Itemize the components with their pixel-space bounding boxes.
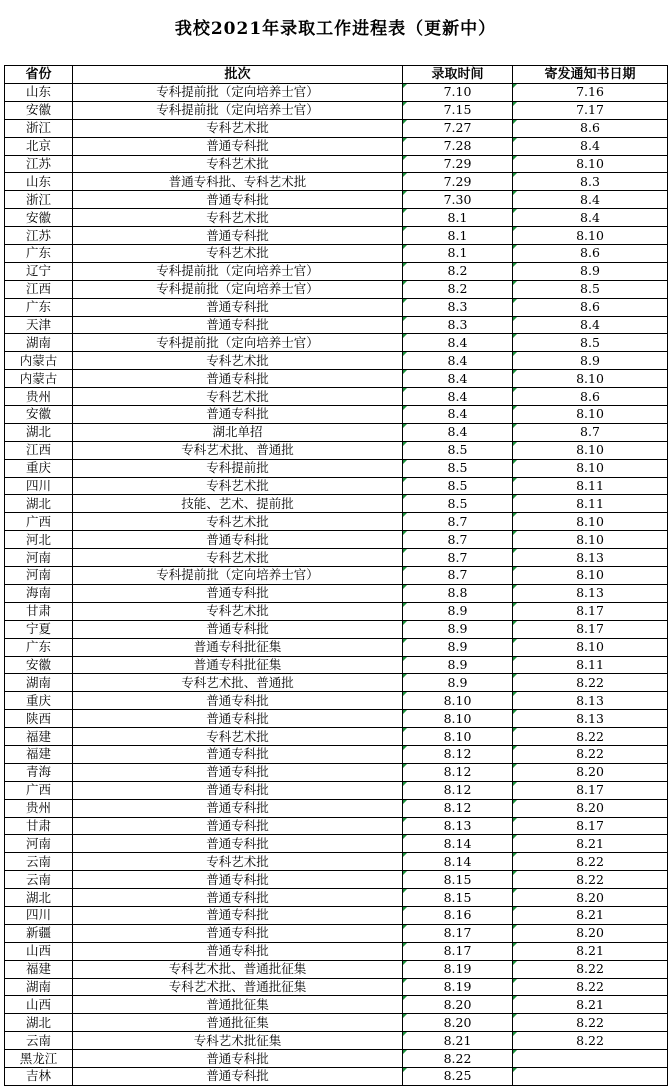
table-row <box>5 728 668 746</box>
table-row <box>5 996 668 1014</box>
table-row <box>5 584 668 602</box>
table-row <box>5 763 668 781</box>
notice-date-cell: 8.10 <box>513 513 668 531</box>
province-cell: 广西 <box>5 513 73 531</box>
notice-date-cell: 8.3 <box>513 173 668 191</box>
table-row <box>5 978 668 996</box>
admission-date-cell: 8.9 <box>403 602 513 620</box>
province-cell: 黑龙江 <box>5 1050 73 1068</box>
admission-date-cell: 8.10 <box>403 728 513 746</box>
admission-date-cell: 8.1 <box>403 227 513 245</box>
province-cell: 甘肃 <box>5 602 73 620</box>
admission-date-cell: 8.4 <box>403 423 513 441</box>
admission-date-cell: 8.9 <box>403 638 513 656</box>
admission-date-cell: 8.19 <box>403 978 513 996</box>
table-row <box>5 227 668 245</box>
admission-date-cell: 8.7 <box>403 531 513 549</box>
notice-date-cell: 8.22 <box>513 728 668 746</box>
notice-date-cell: 7.17 <box>513 101 668 119</box>
table-row <box>5 620 668 638</box>
notice-date-cell: 8.10 <box>513 531 668 549</box>
batch-cell: 普通批征集 <box>73 996 403 1014</box>
province-cell: 天津 <box>5 316 73 334</box>
notice-date-cell: 8.22 <box>513 960 668 978</box>
batch-cell: 普通专科批 <box>73 924 403 942</box>
admission-date-cell: 8.4 <box>403 370 513 388</box>
admission-date-cell: 8.19 <box>403 960 513 978</box>
batch-cell: 专科提前批（定向培养士官） <box>73 280 403 298</box>
table-row <box>5 781 668 799</box>
admission-date-cell: 8.12 <box>403 763 513 781</box>
table-row <box>5 280 668 298</box>
notice-date-cell: 8.4 <box>513 191 668 209</box>
notice-date-cell: 8.6 <box>513 388 668 406</box>
table-row <box>5 388 668 406</box>
table-row <box>5 459 668 477</box>
table-row <box>5 692 668 710</box>
province-cell: 辽宁 <box>5 262 73 280</box>
batch-cell: 普通专科批 <box>73 906 403 924</box>
admission-date-cell: 8.16 <box>403 906 513 924</box>
table-row <box>5 155 668 173</box>
notice-date-cell: 8.20 <box>513 924 668 942</box>
admission-date-cell: 7.30 <box>403 191 513 209</box>
province-cell: 湖北 <box>5 495 73 513</box>
header-province: 省份 <box>5 66 73 84</box>
batch-cell: 专科艺术批、普通批征集 <box>73 978 403 996</box>
table-row <box>5 477 668 495</box>
batch-cell: 普通批征集 <box>73 1014 403 1032</box>
batch-cell: 普通专科批 <box>73 745 403 763</box>
batch-cell: 普通专科批 <box>73 889 403 907</box>
province-cell: 四川 <box>5 906 73 924</box>
batch-cell: 普通专科批 <box>73 531 403 549</box>
admission-date-cell: 8.7 <box>403 549 513 567</box>
province-cell: 云南 <box>5 871 73 889</box>
batch-cell: 专科艺术批 <box>73 352 403 370</box>
table-row <box>5 173 668 191</box>
batch-cell: 专科艺术批 <box>73 209 403 227</box>
batch-cell: 普通专科批 <box>73 710 403 728</box>
table-row <box>5 84 668 102</box>
notice-date-cell: 8.4 <box>513 316 668 334</box>
table-row <box>5 334 668 352</box>
batch-cell: 普通专科批征集 <box>73 656 403 674</box>
admission-date-cell: 8.17 <box>403 942 513 960</box>
province-cell: 甘肃 <box>5 817 73 835</box>
notice-date-cell: 8.20 <box>513 763 668 781</box>
notice-date-cell: 8.21 <box>513 996 668 1014</box>
notice-date-cell: 8.6 <box>513 245 668 263</box>
batch-cell: 专科艺术批、普通批征集 <box>73 960 403 978</box>
admission-date-cell: 8.12 <box>403 799 513 817</box>
table-row <box>5 1050 668 1068</box>
batch-cell: 专科艺术批 <box>73 728 403 746</box>
table-row <box>5 209 668 227</box>
notice-date-cell: 8.13 <box>513 584 668 602</box>
province-cell: 山东 <box>5 173 73 191</box>
notice-date-cell: 8.10 <box>513 441 668 459</box>
table-row <box>5 960 668 978</box>
admission-date-cell: 8.3 <box>403 316 513 334</box>
batch-cell: 专科艺术批 <box>73 477 403 495</box>
province-cell: 河南 <box>5 835 73 853</box>
notice-date-cell: 8.4 <box>513 209 668 227</box>
province-cell: 陕西 <box>5 710 73 728</box>
batch-cell: 专科提前批（定向培养士官） <box>73 84 403 102</box>
batch-cell: 专科提前批（定向培养士官） <box>73 567 403 585</box>
batch-cell: 专科艺术批、普通批 <box>73 674 403 692</box>
batch-cell: 普通专科批 <box>73 298 403 316</box>
batch-cell: 普通专科批 <box>73 817 403 835</box>
batch-cell: 专科艺术批 <box>73 155 403 173</box>
notice-date-cell: 8.17 <box>513 602 668 620</box>
table-row <box>5 674 668 692</box>
province-cell: 湖南 <box>5 978 73 996</box>
table-row <box>5 853 668 871</box>
admission-date-cell: 8.14 <box>403 853 513 871</box>
admission-date-cell: 8.5 <box>403 495 513 513</box>
province-cell: 安徽 <box>5 209 73 227</box>
province-cell: 山西 <box>5 942 73 960</box>
province-cell: 贵州 <box>5 799 73 817</box>
notice-date-cell: 8.10 <box>513 406 668 424</box>
admission-date-cell: 8.17 <box>403 924 513 942</box>
notice-date-cell: 8.9 <box>513 262 668 280</box>
admission-date-cell: 8.2 <box>403 262 513 280</box>
province-cell: 贵州 <box>5 388 73 406</box>
notice-date-cell: 8.22 <box>513 1032 668 1050</box>
admission-date-cell: 8.20 <box>403 996 513 1014</box>
table-row <box>5 835 668 853</box>
table-row <box>5 942 668 960</box>
notice-date-cell: 7.16 <box>513 84 668 102</box>
notice-date-cell: 8.17 <box>513 620 668 638</box>
notice-date-cell: 8.10 <box>513 227 668 245</box>
admission-date-cell: 8.25 <box>403 1067 513 1085</box>
batch-cell: 普通专科批 <box>73 781 403 799</box>
admission-date-cell: 8.4 <box>403 388 513 406</box>
province-cell: 山东 <box>5 84 73 102</box>
admission-date-cell: 8.14 <box>403 835 513 853</box>
batch-cell: 专科艺术批 <box>73 853 403 871</box>
batch-cell: 专科提前批（定向培养士官） <box>73 334 403 352</box>
notice-date-cell: 8.22 <box>513 978 668 996</box>
batch-cell: 技能、艺术、提前批 <box>73 495 403 513</box>
notice-date-cell: 8.6 <box>513 119 668 137</box>
admission-date-cell: 7.29 <box>403 155 513 173</box>
admission-date-cell: 7.10 <box>403 84 513 102</box>
province-cell: 新疆 <box>5 924 73 942</box>
notice-date-cell: 8.11 <box>513 656 668 674</box>
table-row <box>5 245 668 263</box>
admission-date-cell: 7.29 <box>403 173 513 191</box>
batch-cell: 普通专科批 <box>73 799 403 817</box>
table-row <box>5 549 668 567</box>
batch-cell: 专科艺术批 <box>73 513 403 531</box>
admission-date-cell: 8.10 <box>403 710 513 728</box>
batch-cell: 专科艺术批 <box>73 602 403 620</box>
notice-date-cell: 8.20 <box>513 799 668 817</box>
province-cell: 四川 <box>5 477 73 495</box>
admission-date-cell: 8.12 <box>403 745 513 763</box>
table-row <box>5 710 668 728</box>
table-row <box>5 799 668 817</box>
province-cell: 河南 <box>5 549 73 567</box>
province-cell: 广西 <box>5 781 73 799</box>
notice-date-cell: 8.13 <box>513 692 668 710</box>
table-row <box>5 871 668 889</box>
table-row <box>5 602 668 620</box>
batch-cell: 普通专科批 <box>73 227 403 245</box>
admission-date-cell: 8.2 <box>403 280 513 298</box>
admission-date-cell: 8.15 <box>403 871 513 889</box>
province-cell: 福建 <box>5 728 73 746</box>
table-row <box>5 119 668 137</box>
header-batch: 批次 <box>73 66 403 84</box>
admission-date-cell: 8.7 <box>403 567 513 585</box>
province-cell: 湖北 <box>5 889 73 907</box>
batch-cell: 湖北单招 <box>73 423 403 441</box>
table-row <box>5 262 668 280</box>
table-row <box>5 370 668 388</box>
notice-date-cell: 8.10 <box>513 567 668 585</box>
province-cell: 福建 <box>5 960 73 978</box>
province-cell: 重庆 <box>5 692 73 710</box>
notice-date-cell: 8.21 <box>513 835 668 853</box>
admission-date-cell: 8.9 <box>403 656 513 674</box>
table-row <box>5 1067 668 1085</box>
table-row <box>5 656 668 674</box>
province-cell: 安徽 <box>5 101 73 119</box>
batch-cell: 普通专科批 <box>73 692 403 710</box>
notice-date-cell: 8.11 <box>513 477 668 495</box>
table-body <box>5 84 668 1086</box>
table-row <box>5 137 668 155</box>
admission-date-cell: 8.9 <box>403 674 513 692</box>
province-cell: 湖北 <box>5 1014 73 1032</box>
notice-date-cell: 8.5 <box>513 280 668 298</box>
header-admission-date: 录取时间 <box>403 66 513 84</box>
table-row <box>5 817 668 835</box>
province-cell: 湖北 <box>5 423 73 441</box>
notice-date-cell: 8.20 <box>513 889 668 907</box>
province-cell: 湖南 <box>5 334 73 352</box>
admission-date-cell: 8.20 <box>403 1014 513 1032</box>
admission-date-cell: 8.8 <box>403 584 513 602</box>
notice-date-cell: 8.22 <box>513 674 668 692</box>
table-row <box>5 1014 668 1032</box>
province-cell: 江西 <box>5 280 73 298</box>
notice-date-cell: 8.22 <box>513 745 668 763</box>
province-cell: 福建 <box>5 745 73 763</box>
admission-date-cell: 8.15 <box>403 889 513 907</box>
province-cell: 浙江 <box>5 191 73 209</box>
province-cell: 广东 <box>5 298 73 316</box>
province-cell: 海南 <box>5 584 73 602</box>
notice-date-cell: 8.21 <box>513 942 668 960</box>
table-header-row <box>5 66 668 84</box>
notice-date-cell: 8.10 <box>513 638 668 656</box>
province-cell: 青海 <box>5 763 73 781</box>
batch-cell: 专科提前批（定向培养士官） <box>73 101 403 119</box>
province-cell: 吉林 <box>5 1067 73 1085</box>
notice-date-cell: 8.11 <box>513 495 668 513</box>
batch-cell: 普通专科批 <box>73 370 403 388</box>
province-cell: 安徽 <box>5 656 73 674</box>
table-row <box>5 531 668 549</box>
notice-date-cell: 8.22 <box>513 853 668 871</box>
admission-date-cell: 8.4 <box>403 334 513 352</box>
batch-cell: 普通专科批、专科艺术批 <box>73 173 403 191</box>
table-row <box>5 316 668 334</box>
admission-date-cell: 8.5 <box>403 441 513 459</box>
notice-date-cell: 8.6 <box>513 298 668 316</box>
table-row <box>5 513 668 531</box>
admission-date-cell: 8.1 <box>403 245 513 263</box>
table-row <box>5 298 668 316</box>
province-cell: 云南 <box>5 1032 73 1050</box>
province-cell: 江苏 <box>5 227 73 245</box>
province-cell: 宁夏 <box>5 620 73 638</box>
notice-date-cell <box>513 1050 668 1068</box>
header-notice-date: 寄发通知书日期 <box>513 66 668 84</box>
notice-date-cell: 8.21 <box>513 906 668 924</box>
province-cell: 河南 <box>5 567 73 585</box>
notice-date-cell: 8.9 <box>513 352 668 370</box>
table-row <box>5 906 668 924</box>
batch-cell: 普通专科批 <box>73 1050 403 1068</box>
batch-cell: 普通专科批 <box>73 871 403 889</box>
province-cell: 北京 <box>5 137 73 155</box>
admission-date-cell: 8.22 <box>403 1050 513 1068</box>
admission-date-cell: 8.4 <box>403 352 513 370</box>
table-row <box>5 638 668 656</box>
admission-date-cell: 8.21 <box>403 1032 513 1050</box>
batch-cell: 专科艺术批 <box>73 245 403 263</box>
notice-date-cell <box>513 1067 668 1085</box>
notice-date-cell: 8.17 <box>513 781 668 799</box>
table-row <box>5 423 668 441</box>
admission-date-cell: 8.10 <box>403 692 513 710</box>
table-row <box>5 101 668 119</box>
table-row <box>5 191 668 209</box>
batch-cell: 普通专科批 <box>73 191 403 209</box>
batch-cell: 专科艺术批 <box>73 119 403 137</box>
page-title: 我校2021年录取工作进程表（更新中） <box>174 19 497 39</box>
admission-date-cell: 7.28 <box>403 137 513 155</box>
province-cell: 河北 <box>5 531 73 549</box>
admission-date-cell: 8.12 <box>403 781 513 799</box>
admission-date-cell: 7.27 <box>403 119 513 137</box>
batch-cell: 专科艺术批 <box>73 549 403 567</box>
batch-cell: 普通专科批 <box>73 316 403 334</box>
province-cell: 浙江 <box>5 119 73 137</box>
province-cell: 江西 <box>5 441 73 459</box>
notice-date-cell: 8.10 <box>513 459 668 477</box>
batch-cell: 普通专科批 <box>73 406 403 424</box>
notice-date-cell: 8.7 <box>513 423 668 441</box>
province-cell: 内蒙古 <box>5 370 73 388</box>
notice-date-cell: 8.22 <box>513 1014 668 1032</box>
batch-cell: 专科提前批 <box>73 459 403 477</box>
notice-date-cell: 8.17 <box>513 817 668 835</box>
admission-date-cell: 8.5 <box>403 477 513 495</box>
province-cell: 江苏 <box>5 155 73 173</box>
batch-cell: 普通专科批 <box>73 835 403 853</box>
notice-date-cell: 8.22 <box>513 871 668 889</box>
province-cell: 广东 <box>5 245 73 263</box>
batch-cell: 专科提前批（定向培养士官） <box>73 262 403 280</box>
notice-date-cell: 8.10 <box>513 155 668 173</box>
notice-date-cell: 8.13 <box>513 549 668 567</box>
admission-date-cell: 8.7 <box>403 513 513 531</box>
province-cell: 云南 <box>5 853 73 871</box>
table-row <box>5 495 668 513</box>
batch-cell: 专科艺术批 <box>73 388 403 406</box>
province-cell: 山西 <box>5 996 73 1014</box>
batch-cell: 普通专科批 <box>73 584 403 602</box>
admission-date-cell: 8.9 <box>403 620 513 638</box>
batch-cell: 专科艺术批、普通批 <box>73 441 403 459</box>
admission-date-cell: 8.5 <box>403 459 513 477</box>
batch-cell: 普通专科批 <box>73 137 403 155</box>
province-cell: 安徽 <box>5 406 73 424</box>
table-row <box>5 1032 668 1050</box>
notice-date-cell: 8.10 <box>513 370 668 388</box>
table-row <box>5 352 668 370</box>
batch-cell: 普通专科批 <box>73 942 403 960</box>
batch-cell: 普通专科批 <box>73 763 403 781</box>
admission-date-cell: 7.15 <box>403 101 513 119</box>
table-row <box>5 567 668 585</box>
batch-cell: 专科艺术批征集 <box>73 1032 403 1050</box>
table-row <box>5 441 668 459</box>
province-cell: 广东 <box>5 638 73 656</box>
notice-date-cell: 8.13 <box>513 710 668 728</box>
province-cell: 湖南 <box>5 674 73 692</box>
notice-date-cell: 8.5 <box>513 334 668 352</box>
batch-cell: 普通专科批征集 <box>73 638 403 656</box>
table-row <box>5 889 668 907</box>
admission-date-cell: 8.3 <box>403 298 513 316</box>
table-row <box>5 406 668 424</box>
notice-date-cell: 8.4 <box>513 137 668 155</box>
admission-date-cell: 8.4 <box>403 406 513 424</box>
admission-date-cell: 8.13 <box>403 817 513 835</box>
province-cell: 内蒙古 <box>5 352 73 370</box>
province-cell: 重庆 <box>5 459 73 477</box>
table-row <box>5 745 668 763</box>
batch-cell: 普通专科批 <box>73 1067 403 1085</box>
admission-date-cell: 8.1 <box>403 209 513 227</box>
admission-progress-table <box>4 65 668 1086</box>
batch-cell: 普通专科批 <box>73 620 403 638</box>
table-row <box>5 924 668 942</box>
